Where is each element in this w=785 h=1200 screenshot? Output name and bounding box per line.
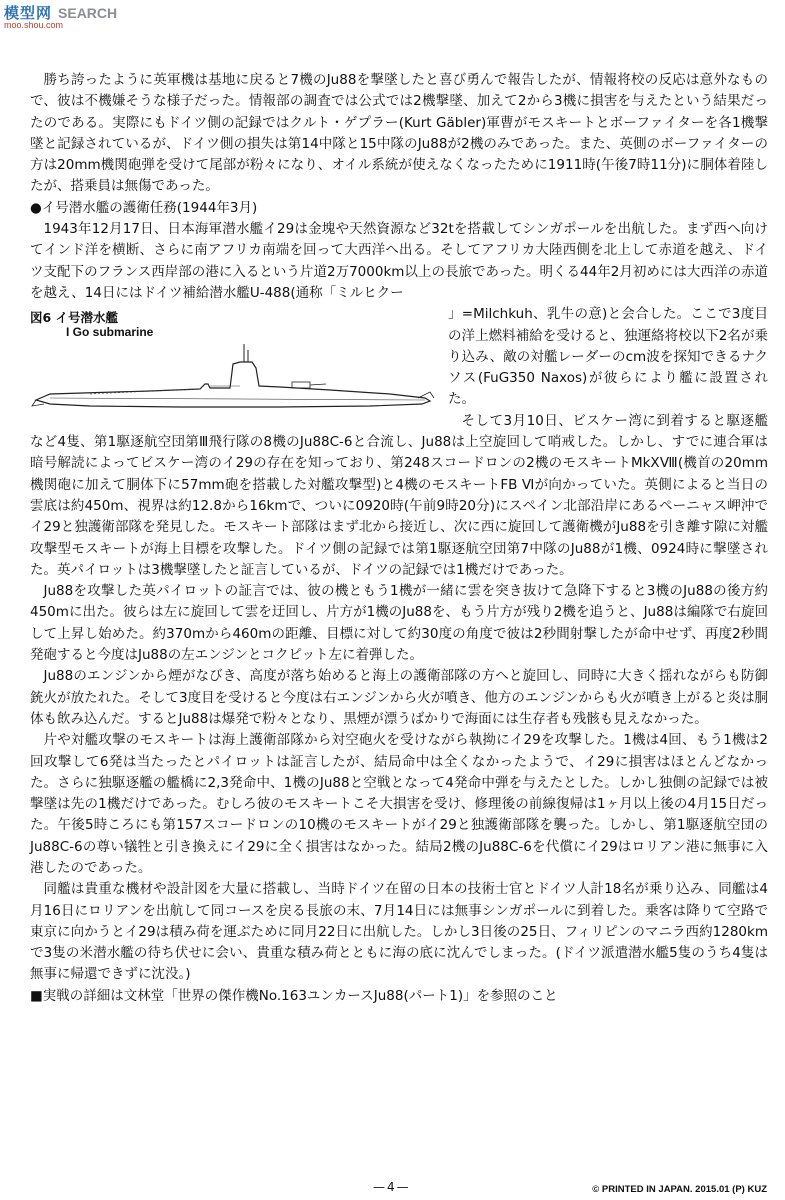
paragraph-intro-wrap: 」=Milchkuh、乳牛の意)と会合した。ここで3度目の洋上燃料補給を受けると、独運絡将校以下2名が乗り込み、敵の対艦レーダーのcm波を探知できるナクソス(FuG350 Naxos)が彼らにより艦に設置された。	[448, 306, 768, 408]
page-number: —4—	[373, 1180, 411, 1194]
paragraph-intro-part: 1943年12月17日、日本海軍潜水艦イ29は金塊や天然資源など32tを搭載してシンガポールを出航した。まず西へ向けてインド洋を横断、さらに南アフリカ南端を回って大西洋へ出る。そしてアフリカ大陸西側を北上して赤道を越え、ドイツ支配下のフランス西岸部の港に入るという片道2万7000km以上の長旅であった。明くる44年2月初めには大西洋の赤道を越え、14日にはドイツ補給潜水艦U-488(通称「ミルヒクー	[30, 221, 768, 301]
figure-block	[30, 219, 768, 581]
section-heading: ●イ号潜水艦の護衛任務(1944年3月)	[30, 199, 258, 216]
paragraph: 同艦は貴重な機材や設計図を大量に搭載し、当時ドイツ在留の日本の技術士官とドイツ人計18名が乗り込み、同艦は4月16日にロリアンを出航して同コースを戻る長旅の末、7月14日には無事シンガポールに到着した。乗客は降りて空路で東京に向かうとイ29は積み荷を運ぶために同月22日に出航した。しかし3日後の25日、フィリピンのマニラ西約1280kmで3隻の米潜水艦の待ち伏せに会い、貴重な積み荷とともに海の底に沈んでしまった。(ドイツ派遣潜水艦5隻のうち4隻は無事に帰還できずに沈没。)	[30, 881, 768, 983]
paragraph: 勝ち誇ったように英軍機は基地に戻ると7機のJu88を撃墜したと喜び勇んで報告したが、情報将校の反応は意外なもので、彼は不機嫌そうな様子だった。情報部の調査では公式では2機撃墜、加えて2から3機に損害を与えたという結果だったのである。実際にもドイツ側の記録ではクルト・ゲプラー(Kurt Gäbler)軍曹がモスキートとボーファイターを各1機撃墜と記録されているが、ドイツ側の損失は第14中隊と15中隊のJu88が2機のみであった。また、英側のボーファイターの方は20mm機関砲弾を受けて尾部が粉々になり、オイル系統が使えなくなったために1911時(午後7時11分)に胴体着陸したが、搭乗員は無傷であった。	[30, 72, 768, 195]
copyright: © PRINTED IN JAPAN. 2015.01 (P) KUZ	[592, 1184, 767, 1195]
submarine-figure	[30, 304, 440, 424]
paragraph: そして3月10日、ビスケー湾に到着すると駆逐艦など4隻、第1駆逐航空団第Ⅲ飛行隊の8機のJu88C-6と合流し、Ju88は上空旋回して哨戒した。しかし、すでに連合軍は暗号解読によってビスケー湾のイ29の存在を知っており、第248スコードロンの2機のモスキートMkXⅧ(機首の20mm機関砲に加えて胴体下に57mm砲を搭載した対艦攻撃型)と4機のモスキートFB Ⅵが向かっていた。英側によると当日の雲底は約450m、視界は約12.8から16kmで、ついに0920時(午前9時20分)にスペイン北部沿岸にあるペーニャス岬沖でイ29と独護衛部隊を発見した。モスキート部隊はまず北から接近し、次に西に旋回して護衛機がJu88を引き離す隙に対艦攻撃型モスキートが海上目標を攻撃した。ドイツ側の記録では第1駆逐航空団第7中隊のJu88が1機、0924時に撃墜された。英パイロットは3機撃墜したと証言しているが、ドイツの記録では1機だけであった。	[30, 412, 768, 578]
submarine-drawing	[30, 334, 440, 424]
watermark-search: SEARCH	[58, 5, 118, 21]
paragraph: Ju88を攻撃した英パイロットの証言では、彼の機ともう1機が一緒に雲を突き抜けて急降下すると3機のJu88の後方約450mに出た。彼らは左に旋回して雲を迂回し、片方が1機のJu88を、もう片方が残り2機を追うと、Ju88は編隊で右旋回して上昇し始めた。約370mから460mの距離、目標に対して約30度の角度で彼は2秒間射撃したが命中せず、再度2秒間発砲すると今度はJu88の左エンジンとコクピット左に着弾した。	[30, 583, 768, 664]
paragraph: 片や対艦攻撃のモスキートは海上護衛部隊から対空砲火を受けながら執拗にイ29を攻撃した。1機は4回、もう1機は2回攻撃して6発は当たったとパイロットは証言したが、結局命中は全くなかったようで、イ29に損害はほとんどなかった。さらに独駆逐艦の艦橋に2,3発命中、1機のJu88と空戦となって4発命中弾を与えたとした。しかし独側の記録では被撃墜は先の1機だけであった。むしろ彼のモスキートこそ大損害を受け、修理後の前線復帰は1ヶ月以上後の4月15日だった。午後5時ころにも第157スコードロンの10機のモスキートがイ29と独護衛部隊を襲った。しかし、第1駆逐航空団のJu88C-6の尊い犠牲と引き換えにイ29に全く損害はなかった。結局2機のJu88C-6を代償にイ29はロリアン港に無事に入港したのであった。	[30, 732, 768, 876]
figure-sublabel: I Go submarine	[66, 325, 154, 340]
paragraph: Ju88のエンジンから煙がなびき、高度が落ち始めると海上の護衛部隊の方へと旋回し、同時に大きく揺れながらも防御銃火が放たれた。そして3度目を受けると今度は右エンジンから火が噴き、他方のエンジンからも火が噴き上がると炎は胴体も飲み込んだ。するとJu88は爆発で粉々となり、黒煙が漂うばかりで海面には生存者も残骸も見えなかった。	[30, 668, 768, 727]
article-body	[30, 70, 768, 1007]
figure-label: 図6 イ号潜水艦	[30, 310, 119, 326]
reference-note: ■実戦の詳細は文林堂「世界の傑作機No.163ユンカースJu88(パート1)」を参照のこと	[30, 987, 558, 1004]
watermark-logo: 模型网	[4, 4, 53, 22]
watermark-url: moo.shou.com	[4, 20, 64, 30]
